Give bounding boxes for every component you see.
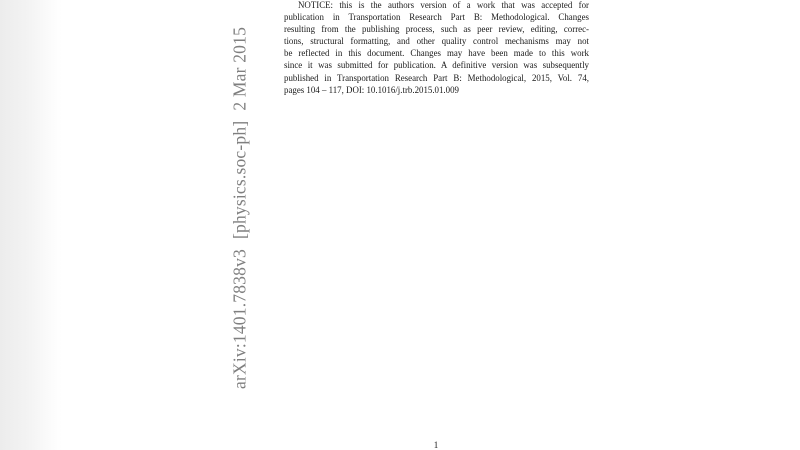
arxiv-category: [physics.soc-ph] bbox=[229, 120, 250, 240]
left-margin-shadow bbox=[0, 0, 62, 450]
notice-line: since it was submitted for publication. A definitive version was subsequently bbox=[284, 60, 589, 71]
arxiv-identifier-stamp bbox=[230, 27, 251, 389]
notice-paragraph bbox=[284, 0, 589, 96]
notice-line: be reflected in this document. Changes may have been made to this work bbox=[284, 48, 589, 59]
notice-line: resulting from the publishing process, such as peer review, editing, correc- bbox=[284, 24, 589, 35]
notice-line: NOTICE: this is the authors version of a work that was accepted for bbox=[298, 0, 589, 10]
notice-line: tions, structural formatting, and other quality control mechanisms may not bbox=[284, 36, 589, 47]
arxiv-date: 2 Mar 2015 bbox=[229, 26, 250, 111]
page-number: 1 bbox=[433, 440, 439, 450]
notice-line: published in Transportation Research Part B: Methodological, 2015, Vol. 74, bbox=[284, 72, 589, 83]
notice-line: pages 104 – 117, DOI: 10.1016/j.trb.2015.01.009 bbox=[284, 84, 459, 95]
notice-line: publication in Transportation Research Part B: Methodological. Changes bbox=[284, 12, 589, 23]
arxiv-id: arXiv:1401.7838v3 bbox=[229, 249, 250, 390]
